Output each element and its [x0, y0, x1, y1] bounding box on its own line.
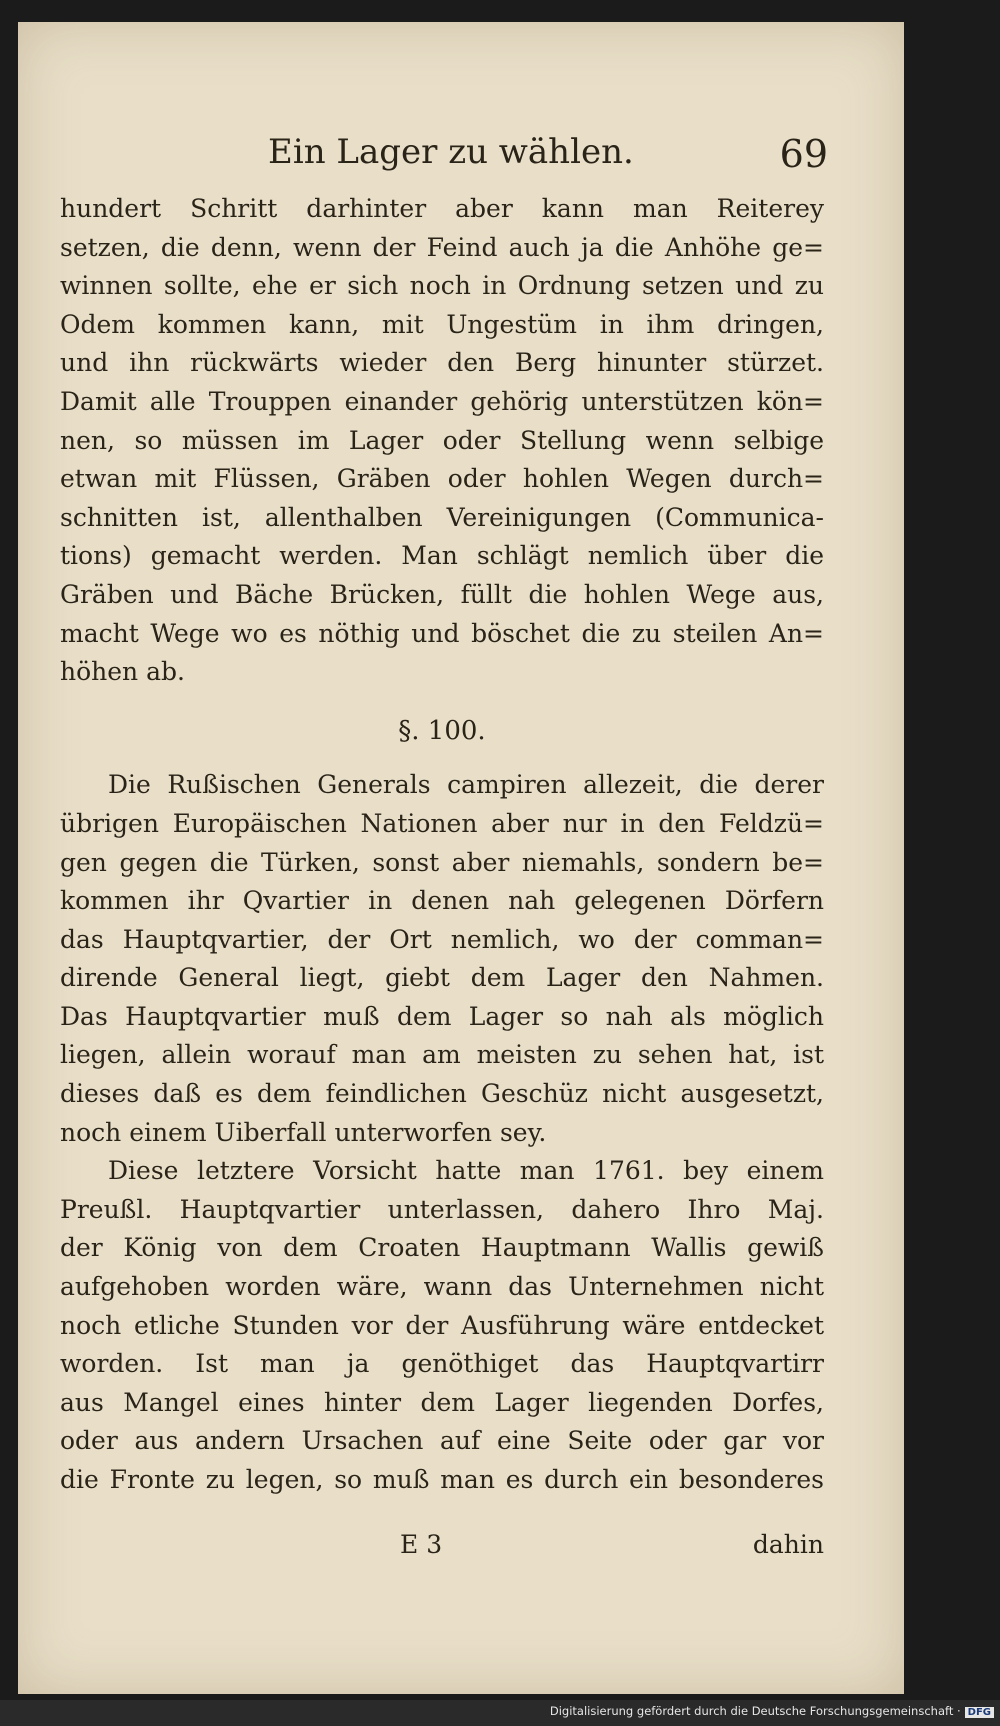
paragraph-3: [60, 1152, 824, 1499]
text-line: Damit alle Trouppen einander gehörig unterstützen kön=: [60, 386, 824, 416]
footer-strip: [0, 1700, 1000, 1726]
text-line: Das Hauptqvartier muß dem Lager so nah als möglich: [60, 1001, 824, 1031]
text-line: das Hauptqvartier, der Ort nemlich, wo der comman=: [60, 924, 824, 954]
text-line: liegen, allein worauf man am meisten zu sehen hat, ist: [60, 1040, 824, 1070]
text-line: dieses daß es dem feindlichen Geschüz nicht ausgesetzt,: [60, 1079, 824, 1109]
text-line: hundert Schritt darhinter aber kann man Reiterey: [60, 194, 824, 223]
text-line: Die Rußischen Generals campiren allezeit, die derer: [108, 770, 824, 800]
catchword: dahin: [752, 1530, 824, 1559]
text-line: nen, so müssen im Lager oder Stellung wenn selbige: [60, 425, 824, 455]
text-line: Gräben und Bäche Brücken, füllt die hohlen Wege aus,: [60, 579, 824, 609]
text-line: oder aus andern Ursachen auf eine Seite oder gar vor: [60, 1426, 824, 1456]
text-line: dirende General liegt, giebt dem Lager den Nahmen.: [60, 963, 824, 993]
body-text: [60, 190, 824, 1500]
text-line: und ihn rückwärts wieder den Berg hinunter stürzet.: [60, 348, 824, 378]
dfg-logo: DFG: [965, 1707, 994, 1718]
paragraph-1: [60, 190, 824, 692]
text-line: Preußl. Hauptqvartier unterlassen, dahero Ihro Maj.: [60, 1194, 824, 1224]
text-line: noch einem Uiberfall unterworfen sey.: [60, 1117, 547, 1147]
text-line: die Fronte zu legen, so muß man es durch ein besonderes: [60, 1465, 824, 1494]
page-number: 69: [779, 132, 828, 176]
text-line: macht Wege wo es nöthig und böschet die zu steilen An=: [60, 618, 824, 648]
signature-mark: E 3: [400, 1530, 443, 1559]
section-heading: §. 100.: [398, 715, 486, 746]
text-line: tions) gemacht werden. Man schlägt nemlich über die: [60, 541, 824, 571]
text-line: noch etliche Stunden vor der Ausführung wäre entdecket: [60, 1310, 824, 1340]
text-line: aus Mangel eines hinter dem Lager liegenden Dorfes,: [60, 1387, 824, 1417]
text-line: schnitten ist, allenthalben Vereinigungen (Communica-: [60, 502, 824, 532]
text-line: gen gegen die Türken, sonst aber niemahls, sondern be=: [60, 847, 824, 877]
book-page: [18, 22, 904, 1694]
text-line: höhen ab.: [60, 657, 185, 687]
text-line: übrigen Europäischen Nationen aber nur in den Feldzü=: [60, 808, 824, 838]
text-line: Diese letztere Vorsicht hatte man 1761. bey einem: [108, 1156, 824, 1186]
footer-credit: [550, 1704, 994, 1718]
running-title: Ein Lager zu wählen.: [268, 132, 634, 172]
text-line: kommen ihr Qvartier in denen nah gelegenen Dörfern: [60, 886, 824, 916]
text-line: etwan mit Flüssen, Gräben oder hohlen Wegen durch=: [60, 464, 824, 494]
paragraph-2: [60, 766, 824, 1152]
text-line: setzen, die denn, wenn der Feind auch ja die Anhöhe ge=: [60, 232, 824, 262]
footer-credit-text: Digitalisierung gefördert durch die Deutsche Forschungsgemeinschaft ·: [549, 1704, 961, 1718]
text-line: Odem kommen kann, mit Ungestüm in ihm dringen,: [60, 309, 824, 339]
text-line: worden. Ist man ja genöthiget das Hauptqvartirr: [60, 1349, 824, 1379]
text-line: winnen sollte, ehe er sich noch in Ordnung setzen und zu: [60, 271, 824, 301]
text-line: aufgehoben worden wäre, wann das Unternehmen nicht: [60, 1272, 824, 1302]
text-line: der König von dem Croaten Hauptmann Wallis gewiß: [60, 1233, 824, 1263]
